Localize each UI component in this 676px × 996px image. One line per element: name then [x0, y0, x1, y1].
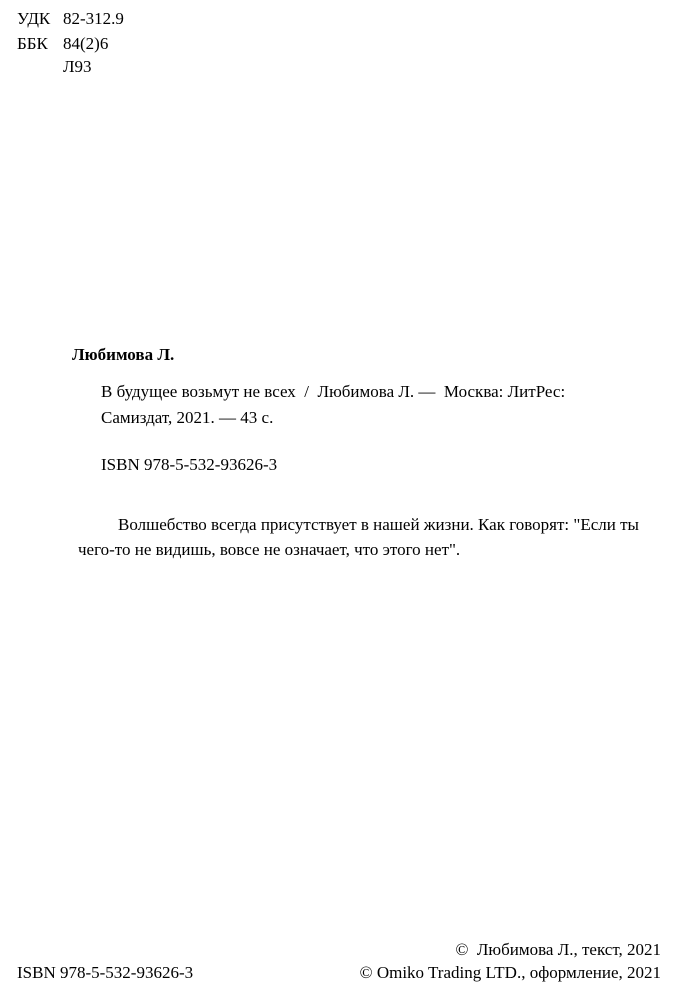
udk-value: 82-312.9 [63, 9, 124, 28]
annotation: Волшебство всегда присутствует в нашей жизни. Как говорят: "Если ты чего-то не видишь, вовсе не означает, что этого нет". [78, 515, 639, 559]
isbn-main: ISBN 978-5-532-93626-3 [101, 455, 278, 474]
author-mark: Л93 [63, 57, 92, 76]
isbn-footer: ISBN 978-5-532-93626-3 [17, 963, 194, 982]
udk-label: УДК [17, 9, 51, 28]
udk-row [17, 10, 124, 27]
bibliographic-description-line-2: Самиздат, 2021. — 43 с. [101, 408, 274, 427]
bbk-value: 84(2)6 [63, 34, 109, 53]
bibliographic-description-line-1: В будущее возьмут не всех / Любимова Л. — Москва: ЛитРес: [101, 382, 566, 401]
bbk-label: ББК [17, 34, 48, 53]
copyright-text: © Любимова Л., текст, 2021 [455, 940, 661, 959]
author-heading: Любимова Л. [72, 345, 175, 364]
copyright-design: © Omiko Trading LTD., оформление, 2021 [359, 963, 661, 982]
bbk-row [17, 35, 108, 52]
